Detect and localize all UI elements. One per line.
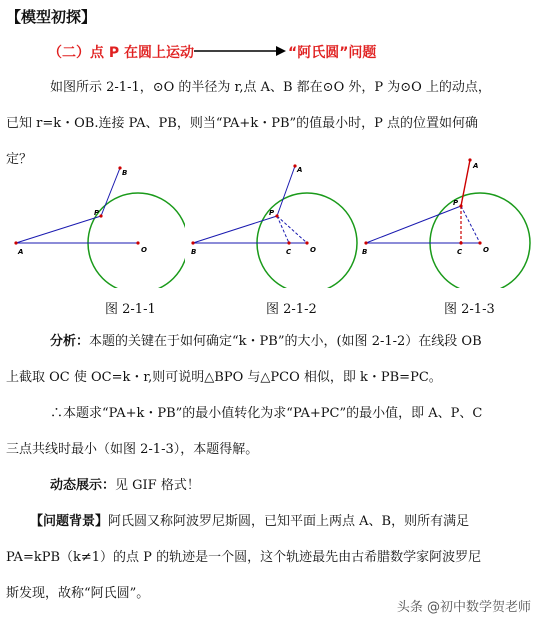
point-o (136, 241, 139, 244)
segment-po (461, 206, 480, 243)
demo-label: 动态展示： (50, 478, 116, 493)
right-arrow-icon (194, 42, 286, 60)
point-b (468, 158, 471, 161)
analysis-line-1 (50, 324, 482, 360)
segment-pa (366, 206, 461, 243)
intro-line-2: 已知 r=k・OB.连接 PA、PB，则当“PA+k・PB”的值最小时，P 点的位置如何确 (6, 116, 479, 131)
circle-o (257, 193, 357, 288)
label-o: O (483, 246, 489, 254)
point-a (191, 241, 194, 244)
background-line-2: PA=kPB（k≠1）的点 P 的轨迹是一个圆，这个轨迹最先由古希腊数学家阿波罗尼 (6, 550, 482, 565)
label-p: P (453, 199, 459, 207)
demo-line (50, 468, 200, 504)
watermark: 头条 @初中数学贺老师 (396, 600, 531, 615)
segment-pa (193, 216, 277, 243)
point-o (478, 241, 481, 244)
segment-pb (101, 168, 120, 216)
label-o: O (141, 246, 147, 254)
label-b: A (473, 162, 479, 170)
caption-2-1-2: 图 2-1-2 (266, 302, 317, 317)
demo-text: 见 GIF 格式！ (115, 478, 200, 493)
subtitle-right: “阿氏圆”问题 (288, 45, 377, 61)
segment-po (277, 216, 307, 243)
label-p: P (94, 209, 100, 217)
subtitle-left: （二）点 P 在圆上运动 (48, 45, 195, 61)
point-c (287, 241, 290, 244)
figure-2-1-1 (10, 158, 185, 288)
label-a: B (191, 248, 197, 256)
point-c (459, 241, 462, 244)
label-a: B (362, 248, 368, 256)
point-p (99, 214, 102, 217)
point-a (14, 241, 17, 244)
background-line-3: 斯发现，故称“阿氏圆”。 (6, 586, 150, 601)
subtitle-row (48, 42, 468, 62)
caption-2-1-1: 图 2-1-1 (105, 302, 156, 317)
label-a: A (18, 248, 24, 256)
conclusion-line-2: 三点共线时最小（如图 2-1-3），本题得解。 (6, 442, 259, 457)
label-b: A (297, 166, 303, 174)
analysis-line-2: 上截取 OC 使 OC=k・r,则可说明△BPO 与△PCO 相似，即 k・PB=PC。 (6, 370, 442, 385)
segment-pb (461, 160, 470, 206)
point-p (275, 214, 278, 217)
intro-line-3: 定？ (6, 152, 33, 167)
analysis-text-1: 本题的关键在于如何确定“k・PB”的大小，(如图 2-1-2）在线段 OB (89, 334, 482, 349)
background-line-1 (30, 504, 469, 540)
segment-pb (277, 166, 295, 216)
label-c: C (286, 248, 292, 256)
background-label: 【问题背景】 (30, 514, 109, 529)
label-b: B (122, 169, 128, 177)
background-text-1: 阿氏圆又称阿波罗尼斯圆，已知平面上两点 A、B，则所有满足 (108, 514, 470, 529)
figure-2-1-2 (185, 158, 363, 288)
section-title: 【模型初探】 (6, 8, 97, 26)
figure-2-1-3 (358, 158, 538, 288)
intro-line-1: 如图所示 2-1-1，⊙O 的半径为 r,点 A、B 都在⊙O 外，P 为⊙O 上的动点， (50, 80, 491, 95)
segment-pc (277, 216, 289, 243)
point-o (305, 241, 308, 244)
label-p: P (269, 209, 275, 217)
label-c: C (457, 248, 463, 256)
circle-o (88, 193, 185, 288)
point-p (459, 204, 462, 207)
circle-o (430, 193, 530, 288)
analysis-label: 分析： (50, 334, 90, 349)
caption-2-1-3: 图 2-1-3 (444, 302, 495, 317)
point-a (364, 241, 367, 244)
label-o: O (310, 246, 316, 254)
conclusion-line-1: ∴本题求“PA+k・PB”的最小值转化为求“PA+PC”的最小值，即 A、P、C (50, 406, 483, 421)
